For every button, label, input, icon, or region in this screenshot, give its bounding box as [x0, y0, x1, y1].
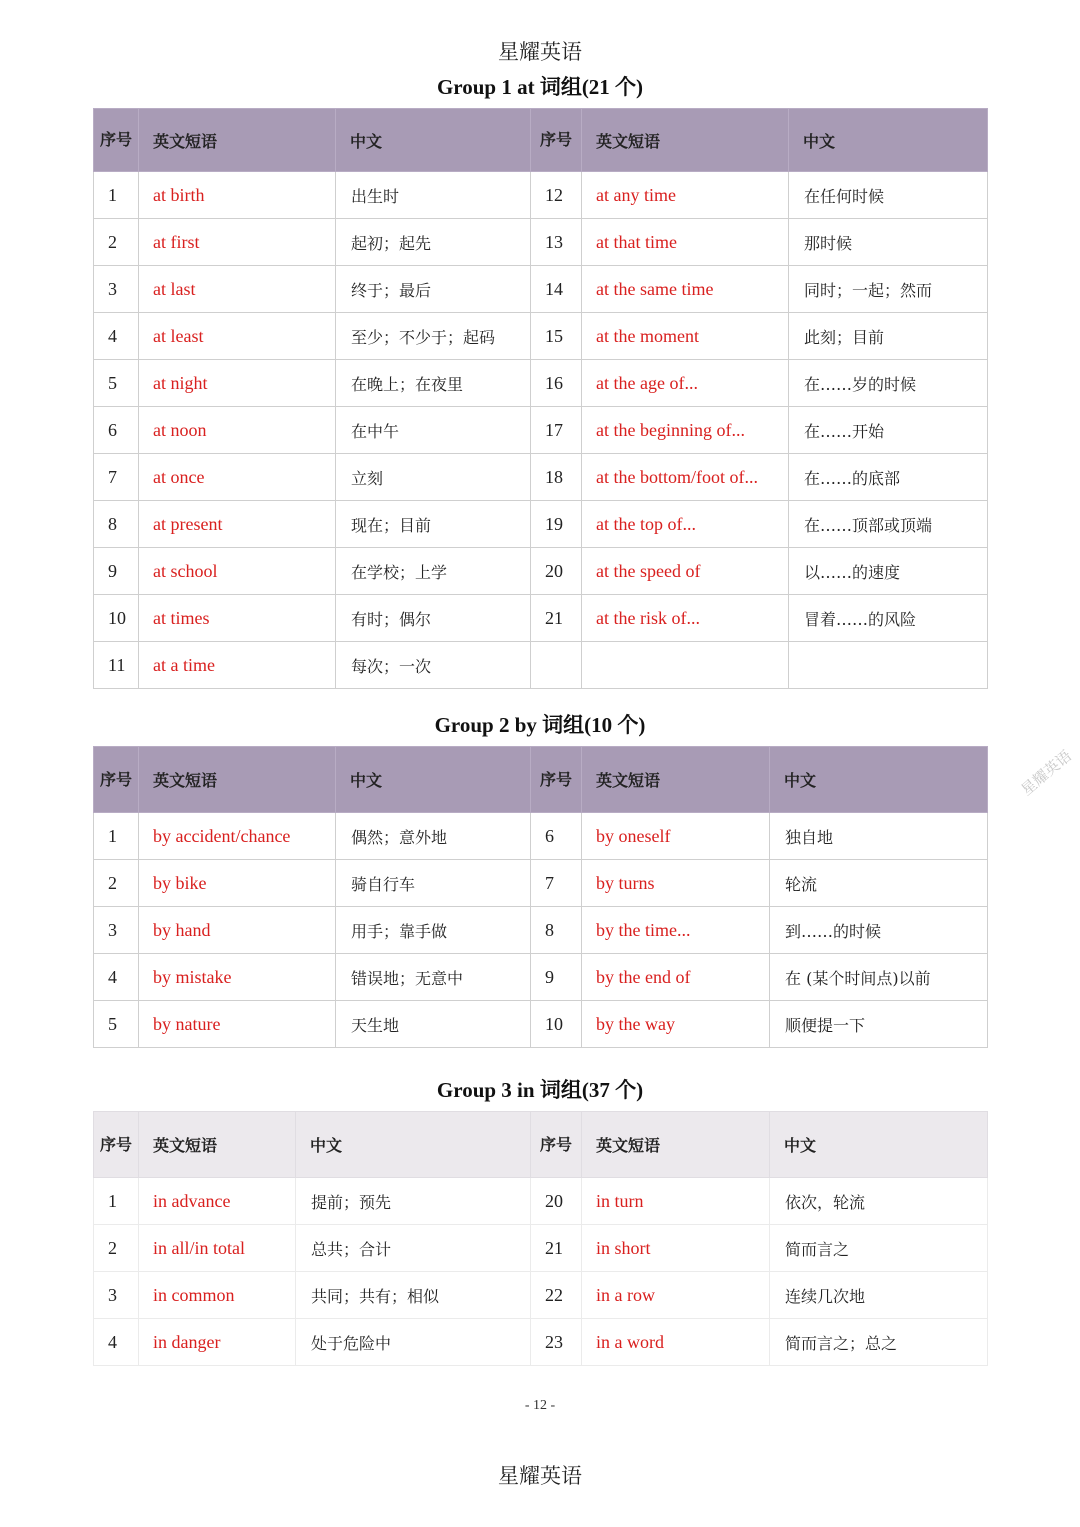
cell-num: 5 — [94, 1001, 139, 1048]
cell-chinese: 至少；不少于；起码 — [336, 313, 531, 360]
cell-chinese: 共同；共有；相似 — [296, 1272, 531, 1319]
cell-chinese: 以……的速度 — [789, 548, 988, 595]
cell-chinese: 偶然；意外地 — [336, 813, 531, 860]
cell-num: 3 — [94, 1272, 139, 1319]
cell-english: at any time — [582, 172, 789, 219]
group1-table — [93, 108, 988, 689]
header-zh: 中文 — [336, 109, 531, 172]
cell-num: 12 — [531, 172, 582, 219]
cell-english: at once — [139, 454, 336, 501]
header-en: 英文短语 — [582, 109, 789, 172]
cell-english: in danger — [139, 1319, 296, 1366]
header-en: 英文短语 — [582, 747, 770, 813]
cell-num: 15 — [531, 313, 582, 360]
cell-english: by turns — [582, 860, 770, 907]
cell-num — [531, 642, 582, 689]
cell-chinese: 到……的时候 — [770, 907, 988, 954]
cell-num: 11 — [94, 642, 139, 689]
cell-chinese: 天生地 — [336, 1001, 531, 1048]
header-en: 英文短语 — [139, 747, 336, 813]
header-en: 英文短语 — [139, 1112, 296, 1178]
cell-chinese: 在学校；上学 — [336, 548, 531, 595]
cell-chinese: 在……岁的时候 — [789, 360, 988, 407]
cell-chinese: 在晚上；在夜里 — [336, 360, 531, 407]
cell-chinese: 依次，轮流 — [770, 1178, 988, 1225]
cell-english: by accident/chance — [139, 813, 336, 860]
cell-english: by the time... — [582, 907, 770, 954]
cell-chinese: 在……的底部 — [789, 454, 988, 501]
cell-num: 2 — [94, 860, 139, 907]
header-zh: 中文 — [770, 747, 988, 813]
table-row — [94, 954, 988, 1001]
cell-chinese: 立刻 — [336, 454, 531, 501]
cell-num: 23 — [531, 1319, 582, 1366]
cell-chinese: 简而言之；总之 — [770, 1319, 988, 1366]
cell-chinese: 每次；一次 — [336, 642, 531, 689]
table-row — [94, 1272, 988, 1319]
table-row — [94, 595, 988, 642]
cell-chinese: 终于；最后 — [336, 266, 531, 313]
table-row — [94, 407, 988, 454]
cell-num: 7 — [94, 454, 139, 501]
cell-chinese: 有时；偶尔 — [336, 595, 531, 642]
table-header-row — [94, 1112, 988, 1178]
cell-english: at birth — [139, 172, 336, 219]
table-row — [94, 907, 988, 954]
header-num: 序号 — [531, 747, 582, 813]
cell-chinese: 错误地；无意中 — [336, 954, 531, 1001]
header-num: 序号 — [531, 1112, 582, 1178]
table-row — [94, 1178, 988, 1225]
group3-title: Group 3 in 词组(37 个) — [436, 1078, 644, 1102]
table-row — [94, 1225, 988, 1272]
cell-english: by oneself — [582, 813, 770, 860]
cell-english: at first — [139, 219, 336, 266]
cell-english: at the risk of... — [582, 595, 789, 642]
group3-table — [93, 1111, 988, 1366]
table-header-row — [94, 109, 988, 172]
header-num: 序号 — [94, 747, 139, 813]
cell-num: 16 — [531, 360, 582, 407]
cell-english: at the age of... — [582, 360, 789, 407]
cell-english: at the same time — [582, 266, 789, 313]
cell-num: 18 — [531, 454, 582, 501]
cell-chinese: 处于危险中 — [296, 1319, 531, 1366]
page-header-brand: 星耀英语 — [498, 40, 582, 64]
table-row — [94, 313, 988, 360]
cell-chinese: 独自地 — [770, 813, 988, 860]
table-row — [94, 813, 988, 860]
header-en: 英文短语 — [139, 109, 336, 172]
cell-num: 17 — [531, 407, 582, 454]
cell-chinese: 简而言之 — [770, 1225, 988, 1272]
cell-english: in common — [139, 1272, 296, 1319]
cell-chinese: 骑自行车 — [336, 860, 531, 907]
cell-num: 4 — [94, 954, 139, 1001]
cell-chinese: 同时；一起；然而 — [789, 266, 988, 313]
cell-num: 20 — [531, 548, 582, 595]
header-zh: 中文 — [336, 747, 531, 813]
cell-num: 1 — [94, 813, 139, 860]
table-header-row — [94, 747, 988, 813]
cell-english: in short — [582, 1225, 770, 1272]
watermark: 星耀英语 — [1017, 746, 1076, 800]
cell-english: by bike — [139, 860, 336, 907]
cell-num: 21 — [531, 1225, 582, 1272]
cell-chinese: 起初；起先 — [336, 219, 531, 266]
cell-chinese: 冒着……的风险 — [789, 595, 988, 642]
table-row — [94, 454, 988, 501]
table-row — [94, 266, 988, 313]
cell-english: at a time — [139, 642, 336, 689]
cell-num: 1 — [94, 1178, 139, 1225]
cell-english: by nature — [139, 1001, 336, 1048]
table-row — [94, 1001, 988, 1048]
cell-chinese: 连续几次地 — [770, 1272, 988, 1319]
header-num: 序号 — [94, 109, 139, 172]
cell-english: at the bottom/foot of... — [582, 454, 789, 501]
cell-english: in turn — [582, 1178, 770, 1225]
table-row — [94, 219, 988, 266]
cell-english: in a word — [582, 1319, 770, 1366]
page-footer-brand: 星耀英语 — [498, 1464, 582, 1488]
page-number: - 12 - — [524, 1398, 556, 1413]
cell-num: 9 — [531, 954, 582, 1001]
cell-english: at that time — [582, 219, 789, 266]
cell-num: 5 — [94, 360, 139, 407]
cell-num: 4 — [94, 1319, 139, 1366]
cell-num: 14 — [531, 266, 582, 313]
cell-num: 6 — [94, 407, 139, 454]
cell-chinese — [789, 642, 988, 689]
cell-chinese: 在……开始 — [789, 407, 988, 454]
cell-english: by hand — [139, 907, 336, 954]
cell-chinese: 现在；目前 — [336, 501, 531, 548]
group1-title: Group 1 at 词组(21 个) — [436, 75, 644, 99]
cell-num: 3 — [94, 266, 139, 313]
header-zh: 中文 — [296, 1112, 531, 1178]
table-row — [94, 501, 988, 548]
cell-english: at the speed of — [582, 548, 789, 595]
table-row — [94, 860, 988, 907]
cell-chinese: 在 (某个时间点)以前 — [770, 954, 988, 1001]
cell-chinese: 此刻；目前 — [789, 313, 988, 360]
cell-english: at noon — [139, 407, 336, 454]
cell-num: 4 — [94, 313, 139, 360]
header-en: 英文短语 — [582, 1112, 770, 1178]
cell-chinese: 总共；合计 — [296, 1225, 531, 1272]
cell-english: at last — [139, 266, 336, 313]
table-row — [94, 642, 988, 689]
header-zh: 中文 — [789, 109, 988, 172]
cell-english: at night — [139, 360, 336, 407]
cell-english: at the top of... — [582, 501, 789, 548]
cell-english: at school — [139, 548, 336, 595]
cell-num: 8 — [94, 501, 139, 548]
cell-num: 7 — [531, 860, 582, 907]
cell-english: at the moment — [582, 313, 789, 360]
cell-num: 1 — [94, 172, 139, 219]
cell-chinese: 在……顶部或顶端 — [789, 501, 988, 548]
cell-english: by the end of — [582, 954, 770, 1001]
cell-chinese: 在中午 — [336, 407, 531, 454]
cell-chinese: 提前；预先 — [296, 1178, 531, 1225]
cell-num: 6 — [531, 813, 582, 860]
cell-chinese: 轮流 — [770, 860, 988, 907]
cell-chinese: 用手；靠手做 — [336, 907, 531, 954]
cell-num: 22 — [531, 1272, 582, 1319]
table-row — [94, 1319, 988, 1366]
cell-num: 3 — [94, 907, 139, 954]
cell-num: 2 — [94, 1225, 139, 1272]
table-row — [94, 548, 988, 595]
cell-english: at times — [139, 595, 336, 642]
cell-english: in all/in total — [139, 1225, 296, 1272]
cell-chinese: 顺便提一下 — [770, 1001, 988, 1048]
cell-num: 8 — [531, 907, 582, 954]
cell-num: 2 — [94, 219, 139, 266]
cell-chinese: 那时候 — [789, 219, 988, 266]
cell-english: by mistake — [139, 954, 336, 1001]
cell-english: by the way — [582, 1001, 770, 1048]
cell-english: in a row — [582, 1272, 770, 1319]
header-zh: 中文 — [770, 1112, 988, 1178]
table-row — [94, 360, 988, 407]
group2-title: Group 2 by 词组(10 个) — [434, 713, 646, 737]
group2-table — [93, 746, 988, 1048]
cell-num: 9 — [94, 548, 139, 595]
cell-english: at least — [139, 313, 336, 360]
cell-num: 13 — [531, 219, 582, 266]
cell-num: 21 — [531, 595, 582, 642]
cell-num: 10 — [531, 1001, 582, 1048]
cell-english — [582, 642, 789, 689]
cell-chinese: 在任何时候 — [789, 172, 988, 219]
cell-english: at present — [139, 501, 336, 548]
cell-chinese: 出生时 — [336, 172, 531, 219]
header-num: 序号 — [531, 109, 582, 172]
header-num: 序号 — [94, 1112, 139, 1178]
cell-num: 10 — [94, 595, 139, 642]
table-row — [94, 172, 988, 219]
cell-english: in advance — [139, 1178, 296, 1225]
cell-num: 20 — [531, 1178, 582, 1225]
cell-english: at the beginning of... — [582, 407, 789, 454]
cell-num: 19 — [531, 501, 582, 548]
